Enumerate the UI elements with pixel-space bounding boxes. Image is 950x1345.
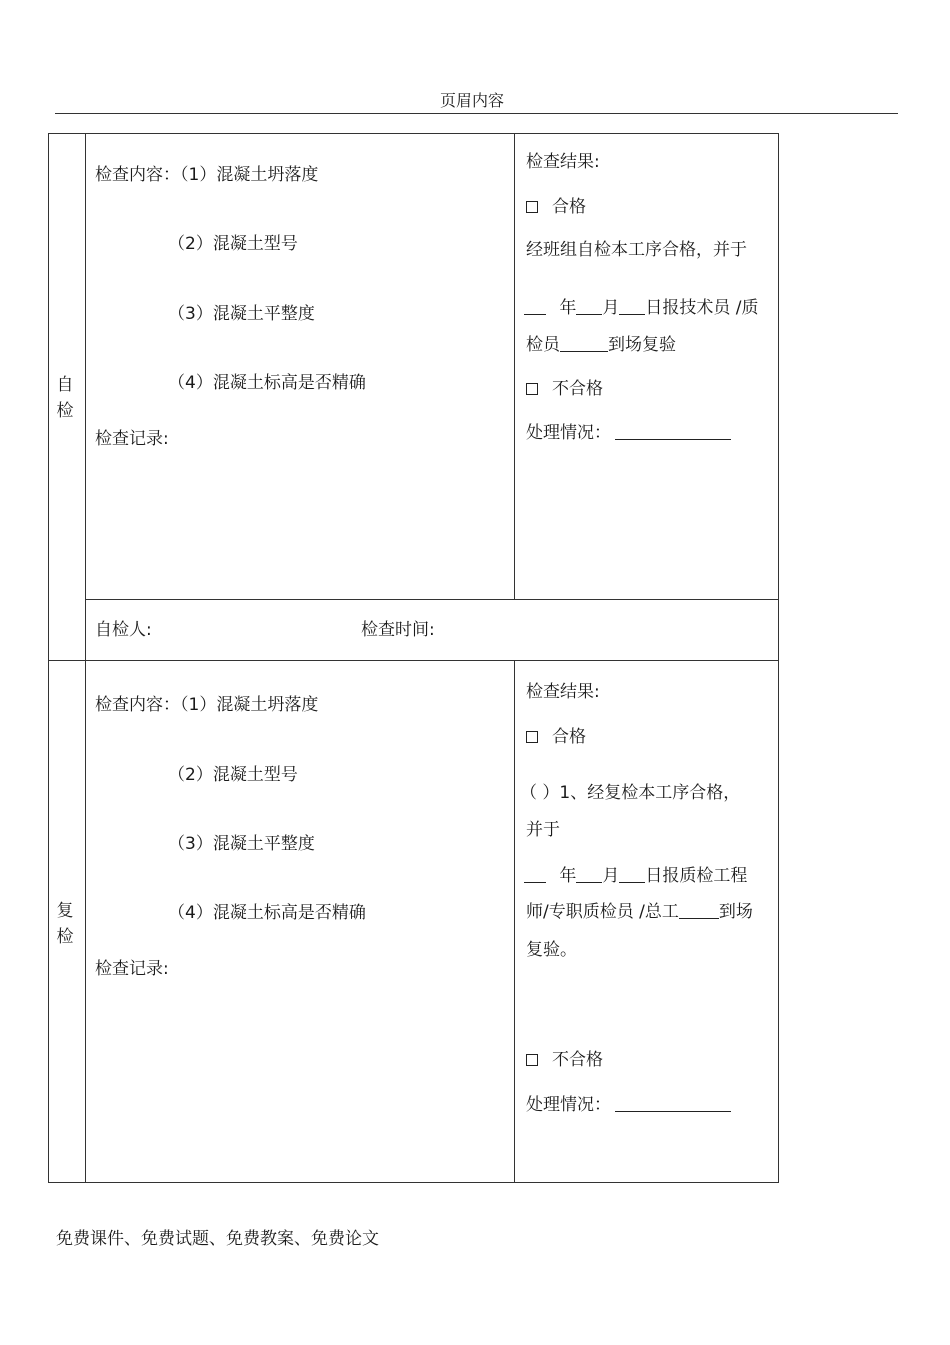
header-rule bbox=[55, 113, 898, 114]
self-check-inspector-blank[interactable] bbox=[560, 337, 608, 352]
self-check-result-divider bbox=[514, 133, 515, 599]
self-check-item-3: （3）混凝土平整度 bbox=[168, 304, 315, 324]
re-check-item-4: （4）混凝土标高是否精确 bbox=[168, 903, 366, 923]
re-check-result-divider bbox=[514, 660, 515, 1183]
re-check-pass-checkbox[interactable] bbox=[526, 731, 538, 743]
re-check-pass-text-5: 复验。 bbox=[526, 940, 577, 960]
self-check-item-2: （2）混凝土型号 bbox=[168, 234, 298, 254]
self-check-handling-blank[interactable] bbox=[615, 425, 731, 440]
re-check-year-blank[interactable] bbox=[524, 868, 546, 883]
re-check-result-label: 检查结果: bbox=[526, 682, 600, 702]
self-check-time-label: 检查时间: bbox=[361, 620, 435, 640]
self-check-month-blank[interactable] bbox=[576, 300, 602, 315]
self-check-record-label: 检查记录: bbox=[95, 429, 169, 449]
self-check-section-label: 自 检 bbox=[56, 375, 74, 421]
re-check-section-label: 复 检 bbox=[56, 901, 74, 947]
self-check-content-label: 检查内容：（1）混凝土坍落度 bbox=[95, 165, 319, 185]
re-check-content-label: 检查内容：（1）混凝土坍落度 bbox=[95, 695, 319, 715]
self-check-day-blank[interactable] bbox=[619, 300, 645, 315]
self-check-year-blank[interactable] bbox=[524, 300, 546, 315]
re-check-handling-blank[interactable] bbox=[615, 1097, 731, 1112]
re-check-fail-option[interactable]: 不合格 bbox=[526, 1052, 603, 1069]
re-check-record-label: 检查记录: bbox=[95, 959, 169, 979]
re-check-pass-text-1: （ ）1、经复检本工序合格， bbox=[520, 783, 741, 803]
self-check-pass-text-3: 检员 到场复验 bbox=[526, 335, 676, 355]
re-check-pass-text-2: 并于 bbox=[526, 820, 560, 840]
page-header-title: 页眉内容 bbox=[440, 91, 505, 110]
page-footer-text: 免费课件、免费试题、免费教案、免费论文 bbox=[56, 1229, 379, 1249]
re-check-pass-text-3: 年 月 日报质检工程 bbox=[524, 868, 747, 885]
re-check-fail-checkbox[interactable] bbox=[526, 1054, 538, 1066]
re-check-pass-option[interactable]: 合格 bbox=[526, 729, 586, 746]
self-check-item-4: （4）混凝土标高是否精确 bbox=[168, 373, 366, 393]
section-divider bbox=[48, 660, 779, 661]
re-check-handling: 处理情况： bbox=[526, 1097, 731, 1114]
re-check-day-blank[interactable] bbox=[619, 868, 645, 883]
self-check-pass-checkbox[interactable] bbox=[526, 201, 538, 213]
self-check-result-label: 检查结果: bbox=[526, 152, 600, 172]
re-check-item-3: （3）混凝土平整度 bbox=[168, 834, 315, 854]
form-table bbox=[48, 133, 779, 1183]
label-column-divider bbox=[85, 133, 86, 1183]
re-check-item-1: （1）混凝土坍落度 bbox=[180, 695, 319, 715]
self-check-pass-text-1: 经班组自检本工序合格，并于 bbox=[526, 240, 747, 260]
re-check-engineer-blank[interactable] bbox=[679, 904, 719, 919]
self-check-inspector-label: 自检人: bbox=[95, 620, 152, 640]
self-check-pass-text-2: 年 月 日报技术员 /质 bbox=[524, 300, 759, 317]
self-check-pass-option[interactable]: 合格 bbox=[526, 199, 586, 216]
re-check-pass-text-4: 师/专职质检员 /总工 到场 bbox=[526, 902, 753, 922]
self-check-signature-rule bbox=[85, 599, 779, 600]
re-check-item-2: （2）混凝土型号 bbox=[168, 765, 298, 785]
self-check-fail-option[interactable]: 不合格 bbox=[526, 381, 603, 398]
self-check-fail-checkbox[interactable] bbox=[526, 383, 538, 395]
re-check-month-blank[interactable] bbox=[576, 868, 602, 883]
self-check-handling: 处理情况： bbox=[526, 425, 731, 442]
self-check-item-1: （1）混凝土坍落度 bbox=[180, 165, 319, 185]
